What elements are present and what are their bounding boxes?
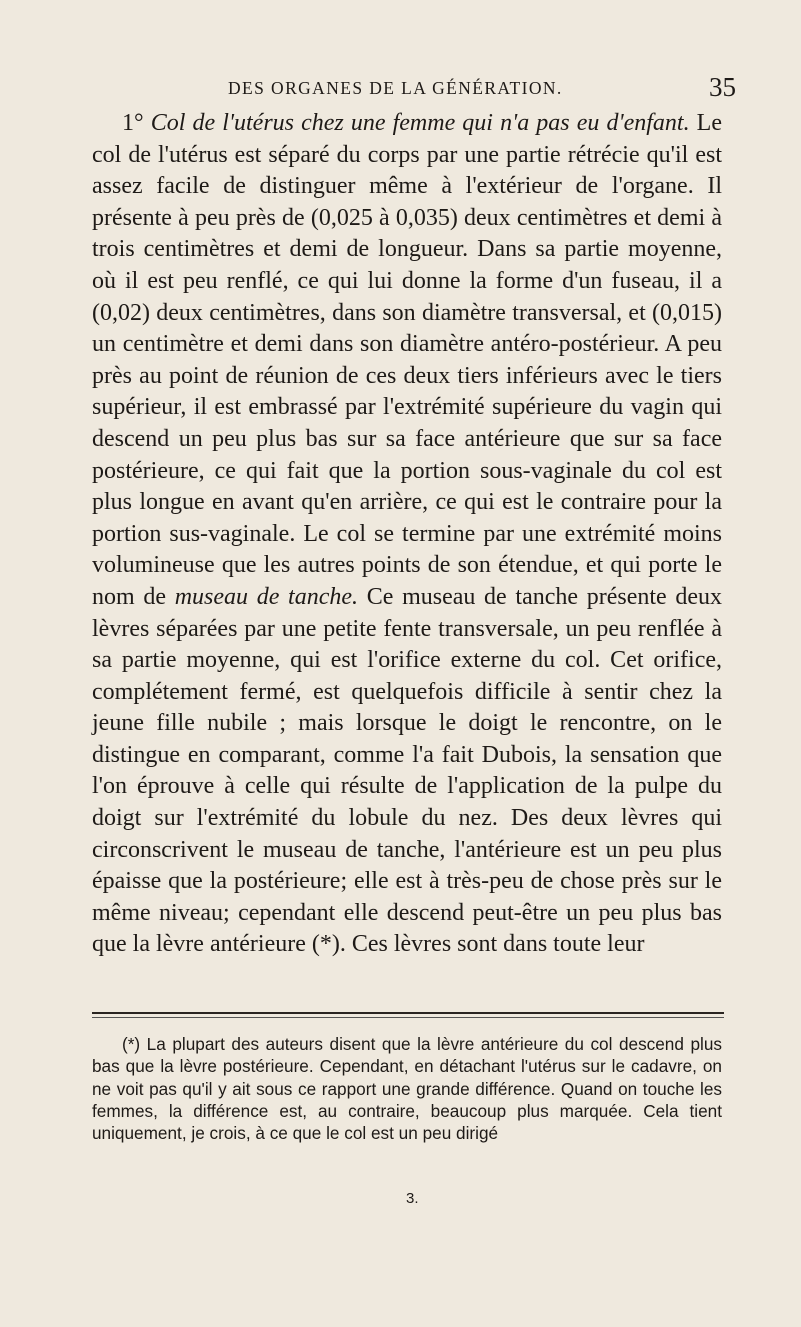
running-title: DES ORGANES DE LA GÉNÉRATION.	[228, 78, 563, 98]
section-heading-italic: Col de l'utérus chez une femme qui n'a pas eu d'enfant.	[150, 110, 690, 136]
section-number: 1°	[122, 110, 144, 136]
body-text	[92, 108, 722, 961]
italic-term-museau-de-tanche: museau de tanche.	[174, 583, 359, 610]
running-head	[0, 72, 801, 112]
footnote	[92, 1033, 722, 1144]
body-paragraph	[92, 108, 722, 961]
footnote-text: (*) La plupart des auteurs disent que la lèvre antérieure du col descend plus bas que la lèvre postérieure. Cependant, en détachant l'utérus sur le cadavre, on ne voit pas qu'il y ait sous ce rapport une grande différence. Quand on touche les femmes, la différence est, au contraire, beaucoup plus marquée. Cela tient uniquement, je crois, à ce que le col est un peu dirigé	[92, 1034, 722, 1144]
page-number: 35	[709, 72, 736, 102]
footnote-rule-thin	[92, 1017, 724, 1018]
paragraph-text-part1: Le col de l'utérus est séparé du corps par une partie rétrécie qu'il est assez facile de distinguer même à l'extérieur de l'organe. Il présente à peu près de (0,025 à 0,035) deux centimètres et demi à trois centimètres et demi de longueur. Dans sa partie moyenne, où il est peu renflé, ce qui lui donne la forme d'un fuseau, il a (0,02) deux centimètres, dans son diamètre transversal, et (0,015) un centimètre et demi dans son diamètre antéro-postérieur. A peu près au point de réunion de ces deux tiers inférieurs avec le tiers supérieur, il est embrassé par l'extrémité supérieure du vagin qui descend un peu plus bas sur sa face antérieure que sur sa face postérieure, ce qui fait que la portion sous-vaginale du col est plus longue en avant qu'en arrière, ce qui est le contraire pour la portion sus-vaginale. Le col se termine par une extrémité moins volumineuse que les autres points de son étendue, et qui porte le nom de	[92, 110, 722, 610]
footnote-rule	[92, 1012, 724, 1014]
signature-mark: 3.	[406, 1190, 419, 1207]
paragraph-text-part2: Ce museau de tanche présente deux lèvres séparées par une petite fente transversale, un peu renflée à sa partie moyenne, qui est l'orifice externe du col. Cet orifice, complétement fermé, est quelquefois difficile à sentir chez la jeune fille nubile ; mais lorsque le doigt le rencontre, on le distingue en comparant, comme l'a fait Dubois, la sensation que l'on éprouve à celle qui résulte de l'application de la pulpe du doigt sur l'extrémité du lobule du nez. Des deux lèvres qui circonscrivent le museau de tanche, l'antérieure est un peu plus épaisse que la postérieure; elle est à très-peu de chose près sur le même niveau; cependant elle descend peut-être un peu plus bas que la lèvre antérieure (*). Ces lèvres sont dans toute leur	[92, 583, 723, 958]
